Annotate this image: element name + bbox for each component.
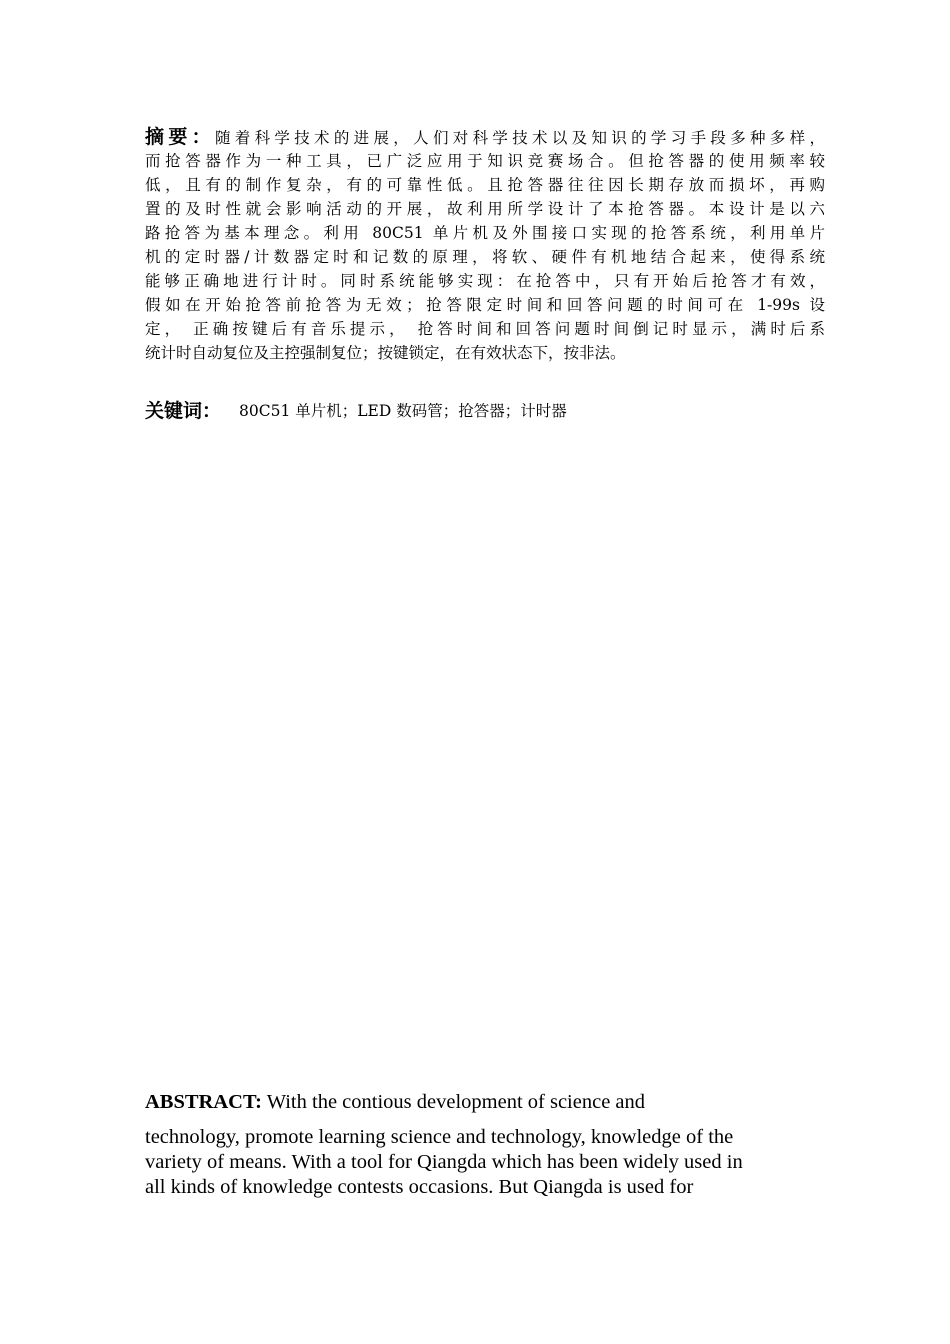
chinese-abstract-line: 假如在开始抢答前抢答为无效；抢答限定时间和回答问题的时间可在 1-99s 设 bbox=[145, 296, 825, 314]
chinese-abstract-line: 定， 正确按键后有音乐提示， 抢答时间和回答问题时间倒记时显示，满时后系 bbox=[145, 320, 825, 338]
english-abstract-label: ABSTRACT: bbox=[145, 1091, 262, 1113]
chinese-abstract-line: 统计时自动复位及主控强制复位；按键锁定，在有效状态下，按非法。 bbox=[145, 344, 626, 362]
chinese-abstract-line bbox=[145, 125, 825, 149]
keywords-line bbox=[145, 396, 825, 424]
english-abstract-line: technology, promote learning science and technology, knowledge of the bbox=[145, 1126, 734, 1148]
keywords-text: 80C51 单片机；LED 数码管；抢答器；计时器 bbox=[239, 401, 567, 420]
chinese-abstract-line: 而抢答器作为一种工具，已广泛应用于知识竞赛场合。但抢答器的使用频率较 bbox=[145, 152, 825, 170]
chinese-abstract-label: 摘要： bbox=[145, 126, 215, 148]
chinese-abstract bbox=[145, 125, 825, 365]
chinese-abstract-text: 随着科学技术的进展，人们对科学技术以及知识的学习手段多种多样， bbox=[214, 129, 825, 147]
chinese-abstract-line: 路抢答为基本理念。利用 80C51 单片机及外围接口实现的抢答系统，利用单片 bbox=[145, 224, 825, 242]
chinese-abstract-line: 能够正确地进行计时。同时系统能够实现：在抢答中，只有开始后抢答才有效， bbox=[145, 272, 825, 290]
keywords-label: 关键词： bbox=[145, 400, 222, 422]
english-abstract-text: With the contious development of science and bbox=[261, 1091, 646, 1113]
chinese-abstract-line: 置的及时性就会影响活动的开展，故利用所学设计了本抢答器。本设计是以六 bbox=[145, 200, 825, 218]
english-abstract bbox=[145, 1088, 825, 1200]
chinese-abstract-line: 机的定时器/计数器定时和记数的原理，将软、硬件有机地结合起来，使得系统 bbox=[145, 248, 825, 266]
english-abstract-first-line bbox=[145, 1088, 825, 1116]
english-abstract-line: variety of means. With a tool for Qiangda which has been widely used in bbox=[145, 1151, 743, 1173]
chinese-abstract-line: 低，且有的制作复杂，有的可靠性低。且抢答器往往因长期存放而损坏，再购 bbox=[145, 176, 825, 194]
english-abstract-line: all kinds of knowledge contests occasions. But Qiangda is used for bbox=[145, 1176, 694, 1198]
